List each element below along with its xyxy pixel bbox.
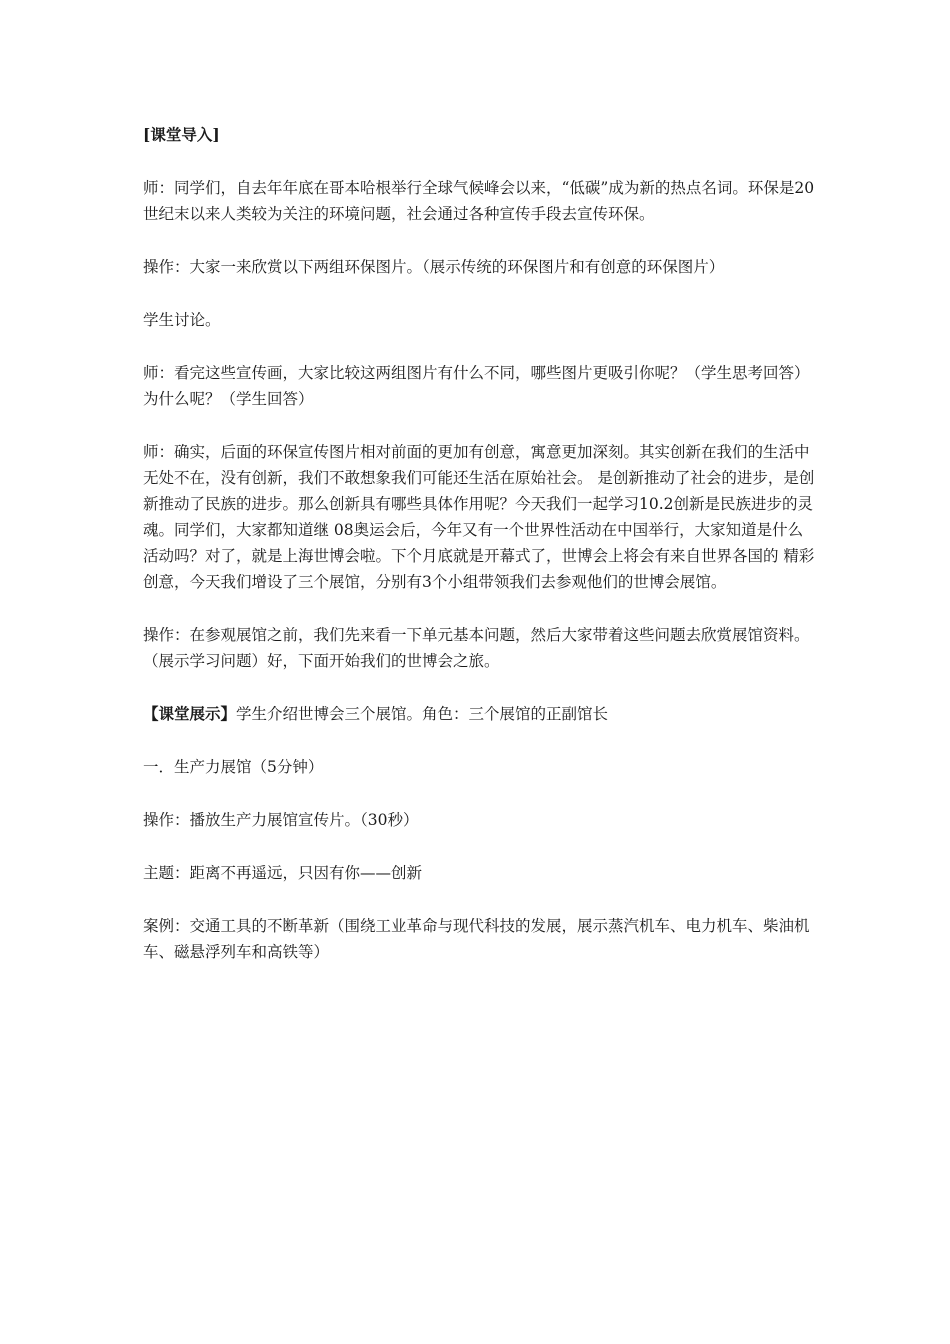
- list-item: 一．生产力展馆（5分钟）: [143, 758, 324, 776]
- paragraph: 师：看完这些宣传画，大家比较这两组图片有什么不同，哪些图片更吸引你呢？（学生思考回答）为什么呢？（学生回答）: [143, 364, 810, 408]
- section-heading-display: [143, 701, 815, 727]
- paragraph: 学生讨论。: [143, 311, 221, 329]
- list-item: 案例：交通工具的不断革新（围绕工业革命与现代科技的发展，展示蒸汽机车、电力机车、柴油机车、磁悬浮列车和高铁等）: [143, 917, 810, 961]
- document-body: [143, 122, 815, 992]
- paragraph: 师：同学们，自去年年底在哥本哈根举行全球气候峰会以来，“低碳”成为新的热点名词。环保是20世纪末以来人类较为关注的环境问题，社会通过各种宣传手段去宣传环保。: [143, 179, 815, 223]
- section-heading-display-text: 学生介绍世博会三个展馆。角色：三个展馆的正副馆长: [236, 705, 609, 723]
- section-heading-intro: [课堂导入]: [143, 125, 220, 144]
- paragraph: 操作：在参观展馆之前，我们先来看一下单元基本问题，然后大家带着这些问题去欣赏展馆资料。（展示学习问题）好，下面开始我们的世博会之旅。: [143, 626, 810, 670]
- section-heading-display-label: 【课堂展示】: [143, 704, 237, 723]
- paragraph: 师：确实，后面的环保宣传图片相对前面的更加有创意，寓意更加深刻。其实创新在我们的生活中无处不在，没有创新，我们不敢想象我们可能还生活在原始社会。 是创新推动了社会的进步，是创新推动了民族的进步。那么创新具有哪些具体作用呢？今天我们一起学习10.2创新是民族进步的灵魂。同学们，大家都知道继 08奥运会后，今年又有一个世界性活动在中国举行，大家知道是什么活动吗？对了，就是上海世博会啦。下个月底就是开幕式了，世博会上将会有来自世界各国的 精彩创意，今天我们增设了三个展馆，分别有3个小组带领我们去参观他们的世博会展馆。: [143, 443, 815, 591]
- list-item: 主题：距离不再遥远，只因有你——创新: [143, 864, 423, 882]
- paragraph: 操作：大家一来欣赏以下两组环保图片。（展示传统的环保图片和有创意的环保图片）: [143, 258, 725, 276]
- list-item: 操作：播放生产力展馆宣传片。（30秒）: [143, 811, 419, 829]
